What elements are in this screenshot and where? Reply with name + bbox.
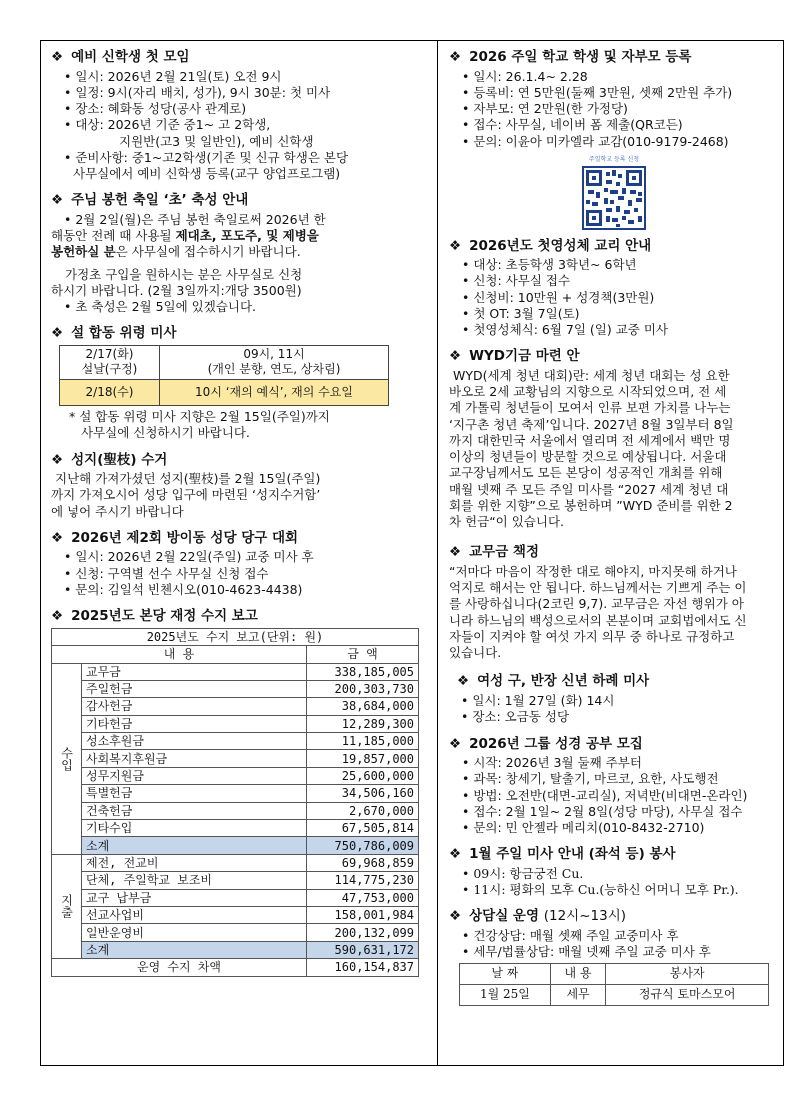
- item-name: 성소후원금: [82, 733, 307, 750]
- section-title: ❖ 교무금 책정: [449, 544, 540, 561]
- section-new-student: [51, 49, 427, 182]
- info-line: • 초 축성은 2월 5일에 있겠습니다.: [64, 299, 257, 315]
- table-row: [52, 906, 419, 923]
- section-title: ❖ 2026 주일 학교 학생 및 자부모 등록: [449, 49, 692, 65]
- section-relic: [51, 452, 427, 520]
- section-title: ❖ 1월 주일 미사 안내 (좌석 등) 봉사: [449, 846, 676, 863]
- right-column: [449, 49, 779, 1016]
- info-line: 봉헌하실 분은 사무실에 접수하시기 바랍니다.: [51, 244, 301, 260]
- info-line: • 일시: 2026년 2월 21일(토) 오전 9시: [64, 68, 282, 84]
- info-line: 니라 하느님의 백성으로서의 본분이며 교회법에서도 신: [449, 612, 747, 628]
- info-line: “저마다 마음이 작정한 대로 해야지, 마지못해 하거나: [449, 563, 737, 579]
- section-finance: [51, 608, 427, 976]
- section-title: ❖ 상담실 운영 (12시~13시): [449, 908, 627, 925]
- diamond-bullet-icon: ❖: [51, 192, 64, 209]
- item-name: 주일헌금: [82, 680, 307, 697]
- diamond-bullet-icon: ❖: [51, 49, 64, 65]
- section-mass-service: [449, 846, 779, 898]
- item-amount: 19,857,000: [307, 750, 419, 767]
- table-cell: 세무: [550, 985, 605, 1006]
- table-row: [52, 802, 419, 819]
- table-row: [52, 785, 419, 802]
- balance-row: [52, 959, 419, 976]
- table-caption: 2025년도 수지 보고(단위: 원): [52, 628, 419, 645]
- info-line: 차 헌금“이 있습니다.: [449, 514, 564, 530]
- expense-group-label: 지출: [52, 854, 82, 958]
- info-line: • 대상: 2026년 기준 중1~ 고 2학생,: [64, 117, 271, 133]
- item-amount: 158,001,984: [307, 906, 419, 923]
- info-line: • 장소: 오금동 성당: [461, 709, 570, 725]
- balance-amount: 160,154,837: [307, 959, 419, 976]
- info-line: • 신청: 사무실 접수: [462, 273, 571, 289]
- info-line: 까지 가져오시어 성당 입구에 마련된 ‘성지수거함’: [51, 487, 321, 503]
- section-title: ❖ WYD기금 마련 안: [449, 348, 580, 365]
- info-line: • 세무/법률상담: 매월 넷째 주일 교중 미사 후: [462, 944, 711, 960]
- info-line: • 접수: 2월 1일~ 2월 8일(성당 마당), 사무실 접수: [462, 803, 743, 819]
- table-row: [52, 680, 419, 697]
- info-line: • 장소: 혜화동 성당(공사 관계로): [64, 101, 247, 117]
- balance-label: 운영 수지 차액: [52, 959, 307, 976]
- section-wyd: [449, 348, 779, 530]
- info-line: 해동안 전례 때 사용될 제대초, 포도주, 및 제병을: [51, 228, 319, 244]
- info-line: • 접수: 사무실, 네이버 폼 제출(QR코든): [462, 117, 683, 133]
- item-amount: 67,505,814: [307, 820, 419, 837]
- info-line: • 과목: 창세기, 탈출기, 마르코, 요한, 사도행전: [462, 771, 719, 787]
- item-amount: 2,670,000: [307, 802, 419, 819]
- item-amount: 338,185,005: [307, 663, 419, 680]
- table-cell: 정규식 토마스모어: [606, 985, 769, 1006]
- item-name: 교무금: [82, 663, 307, 680]
- table-header-row: [52, 646, 419, 663]
- diamond-bullet-icon: ❖: [51, 325, 64, 342]
- info-line: 지원반(고3 및 일반인), 예비 신학생: [119, 133, 314, 149]
- finance-table: [51, 628, 419, 977]
- diamond-bullet-icon: ❖: [449, 237, 462, 254]
- item-name: 제전, 전교비: [82, 854, 307, 871]
- column-header: 날 짜: [460, 964, 551, 985]
- item-amount: 47,753,000: [307, 889, 419, 906]
- table-row: [52, 889, 419, 906]
- column-header: 금 액: [307, 646, 419, 663]
- info-line: • 일시: 1월 27일 (화) 14시: [461, 693, 615, 709]
- item-amount: 69,968,859: [307, 854, 419, 871]
- diamond-bullet-icon: ❖: [449, 908, 462, 925]
- item-name: 기타수입: [82, 820, 307, 837]
- subtotal-amount: 590,631,172: [307, 941, 419, 958]
- section-candle: [51, 192, 427, 315]
- section-tithe: [449, 544, 779, 661]
- table-caption-row: [52, 628, 419, 645]
- table-cell: 10시 ‘재의 예식’, 재의 수요일: [160, 380, 389, 406]
- info-line: • 일시: 2026년 2월 22일(주일) 교중 미사 후: [64, 549, 314, 565]
- info-line: • 첫영성체식: 6월 7일 (일) 교중 미사: [462, 322, 668, 338]
- column-header: 내 용: [550, 964, 605, 985]
- section-title: ❖ 주님 봉헌 축일 ‘초’ 축성 안내: [51, 192, 249, 209]
- item-name: 건축헌금: [82, 802, 307, 819]
- item-name: 특별헌금: [82, 785, 307, 802]
- item-amount: 12,289,300: [307, 715, 419, 732]
- info-line: 지난해 가져가셨던 성지(聖枝)를 2월 15일(주일): [55, 471, 321, 487]
- item-amount: 114,775,230: [307, 872, 419, 889]
- table-row: [52, 872, 419, 889]
- diamond-bullet-icon: ❖: [449, 49, 462, 65]
- section-title: ❖ 2026년 그룹 성경 공부 모집: [449, 735, 643, 752]
- item-name: 감사헌금: [82, 698, 307, 715]
- info-line: 억지로 해서는 안 됩니다. 하느님께서는 기쁘게 주는 이: [449, 580, 747, 596]
- info-line: • 방법: 오전반(대면-교리실), 저녁반(비대면-온라인): [462, 787, 748, 803]
- info-line: 사무실에서 예비 신학생 등록(교구 양업프로그램): [73, 166, 341, 182]
- table-row: [52, 698, 419, 715]
- info-line: • 09시: 항금궁전 Cu.: [462, 865, 584, 881]
- info-line: 있습니다.: [449, 645, 502, 661]
- info-line: • 시작: 2026년 3월 둘째 주부터: [462, 755, 642, 771]
- bulletin-frame: [40, 40, 784, 1066]
- info-line: • 첫 OT: 3월 7일(토): [462, 305, 580, 321]
- table-row: [52, 854, 419, 871]
- info-line: • 신청비: 10만원 + 성경책(3만원): [462, 289, 655, 305]
- table-row: [52, 924, 419, 941]
- item-name: 기타헌금: [82, 715, 307, 732]
- mass-schedule-table: [59, 345, 389, 406]
- table-header-row: [460, 964, 769, 985]
- info-line: • 문의: 민 안젤라 메리치(010-8432-2710): [462, 820, 705, 836]
- qr-code-icon[interactable]: [582, 166, 646, 230]
- info-line: • 일시: 26.1.4~ 2.28: [462, 68, 588, 84]
- section-title: ❖ 예비 신학생 첫 모임: [51, 49, 190, 65]
- column-header: 내 용: [52, 646, 307, 663]
- section-title: ❖ 성지(聖枝) 수거: [51, 451, 168, 468]
- info-line: 가정초 구입을 원하시는 분은 사무실로 신청: [65, 266, 303, 282]
- section-sunday-school: [449, 49, 779, 230]
- item-name: 사회복지후원금: [82, 750, 307, 767]
- table-cell: 09시, 11시 (개인 분향, 연도, 상차림): [160, 345, 389, 379]
- item-amount: 200,132,099: [307, 924, 419, 941]
- qr-caption: 주일학교 등록 신청: [588, 155, 640, 163]
- table-row: [460, 985, 769, 1006]
- diamond-bullet-icon: ❖: [51, 608, 64, 625]
- info-line: • 문의: 김일석 빈첸시오(010-4623-4438): [64, 581, 303, 597]
- info-line: • 11시: 평화의 모후 Cu.(능하신 어머니 모후 Pr.).: [462, 882, 739, 898]
- table-cell: 2/18(수): [60, 380, 160, 406]
- info-line: • 신청: 구역별 선수 사무실 신청 접수: [64, 565, 269, 581]
- left-column: [51, 49, 427, 987]
- table-row: [52, 715, 419, 732]
- info-line: • 2월 2일(월)은 주님 봉헌 축일로써 2026년 한: [64, 211, 326, 227]
- subtotal-row: [52, 941, 419, 958]
- item-name: 단체, 주일학교 보조비: [82, 872, 307, 889]
- table-row: [60, 345, 389, 379]
- table-row: [52, 767, 419, 784]
- info-line: 교구장님께서도 모든 본당이 성공적인 개최를 위해: [449, 465, 723, 481]
- item-amount: 11,185,000: [307, 733, 419, 750]
- item-name: 선교사업비: [82, 906, 307, 923]
- section-title: ❖ 2026년도 첫영성체 교리 안내: [449, 237, 652, 254]
- subtotal-label: 소계: [82, 837, 307, 854]
- section-first-communion: [449, 238, 779, 339]
- column-header: 봉사자: [606, 964, 769, 985]
- section-title: ❖ 2025년도 본당 재정 수지 보고: [51, 608, 258, 625]
- note-line: 사무실에 신청하시기 바랍니다.: [81, 425, 250, 441]
- info-line: 회를 위한 지향”으로 봉헌하며 ”WYD 준비를 위한 2: [449, 497, 733, 513]
- info-line: • 등록비: 연 5만원(둘째 3만원, 셋째 2만원 추가): [462, 84, 733, 100]
- item-name: 성무지원금: [82, 767, 307, 784]
- table-cell: 2/17(화) 설날(구정): [60, 345, 160, 379]
- item-amount: 200,303,730: [307, 680, 419, 697]
- counseling-table: [459, 963, 769, 1005]
- item-amount: 34,506,160: [307, 785, 419, 802]
- table-row: [60, 380, 389, 406]
- info-line: 하시기 바랍니다. (2월 3일까지:개당 3500원): [51, 282, 302, 298]
- info-line: 까지 대한민국 서울에서 열리며 전 세계에서 백만 명: [449, 432, 731, 448]
- section-counseling: [449, 908, 779, 1005]
- income-group-label: 수입: [52, 663, 82, 854]
- table-row: [52, 733, 419, 750]
- info-line: • 건강상담: 매월 셋째 주일 교중미사 후: [462, 927, 679, 943]
- info-line: 자들이 지켜야 할 여섯 가지 의무 중 하나로 규정하고: [449, 628, 735, 644]
- item-amount: 38,684,000: [307, 698, 419, 715]
- subtotal-amount: 750,786,009: [307, 837, 419, 854]
- info-line: 이상의 청년들이 방문할 것으로 예상됩니다. 서울대: [449, 449, 727, 465]
- info-line: 계 가톨릭 청년들이 모여서 인류 보편 가치를 나누는: [449, 400, 731, 416]
- section-bible-study: [449, 736, 779, 837]
- note-line: * 설 합동 위령 미사 지향은 2월 15일(주일)까지: [69, 409, 330, 425]
- info-line: 를 사랑하십니다(2코린 9,7). 교무금은 자선 행위가 아: [449, 596, 744, 612]
- diamond-bullet-icon: ❖: [51, 529, 64, 546]
- table-row: [52, 750, 419, 767]
- info-line: ‘지구촌 청년 축제’입니다. 2027년 8월 3일부터 8일: [449, 416, 734, 432]
- info-line: • 준비사항: 중1~고2학생(기존 및 신규 학생은 본당: [64, 149, 349, 165]
- subtotal-row: [52, 837, 419, 854]
- info-line: 매월 넷째 주 모든 주일 미사를 “2027 세계 청년 대: [449, 481, 729, 497]
- info-line: WYD(세계 청년 대회)란: 세계 청년 대회는 성 요한: [453, 367, 730, 383]
- info-line: • 문의: 이윤아 미카엘라 교감(010-9179-2468): [462, 133, 729, 149]
- info-line: • 대상: 초등학생 3학년~ 6학년: [462, 257, 637, 273]
- item-amount: 25,600,000: [307, 767, 419, 784]
- column-divider: [437, 41, 438, 1065]
- diamond-bullet-icon: ❖: [449, 735, 462, 752]
- diamond-bullet-icon: ❖: [51, 451, 64, 468]
- table-row: [52, 820, 419, 837]
- section-title: ❖ 2026년 제2회 방이동 성당 당구 대회: [51, 529, 299, 546]
- table-row: [52, 663, 419, 680]
- diamond-bullet-icon: ❖: [457, 673, 470, 690]
- info-line: • 일정: 9시(자리 배치, 성가), 9시 30분: 첫 미사: [64, 84, 331, 100]
- table-cell: 1월 25일: [460, 985, 551, 1006]
- section-new-year-mass: [449, 673, 779, 725]
- item-name: 일반운영비: [82, 924, 307, 941]
- subtotal-label: 소계: [82, 941, 307, 958]
- info-line: • 자부모: 연 2만원(한 가정당): [462, 101, 628, 117]
- diamond-bullet-icon: ❖: [449, 544, 462, 561]
- diamond-bullet-icon: ❖: [449, 348, 462, 365]
- diamond-bullet-icon: ❖: [449, 846, 462, 863]
- item-name: 교구 납부금: [82, 889, 307, 906]
- section-parish-conference: [51, 530, 427, 598]
- section-title: ❖ 여성 구, 반장 신년 하례 미사: [457, 673, 650, 690]
- info-line: 바오로 2세 교황님의 지향으로 시작되었으며, 전 세: [449, 384, 727, 400]
- info-line: 에 넣어 주시기 바랍니다: [51, 503, 184, 519]
- section-title: ❖ 설 합동 위령 미사: [51, 325, 177, 342]
- section-lunar-mass: [51, 325, 427, 441]
